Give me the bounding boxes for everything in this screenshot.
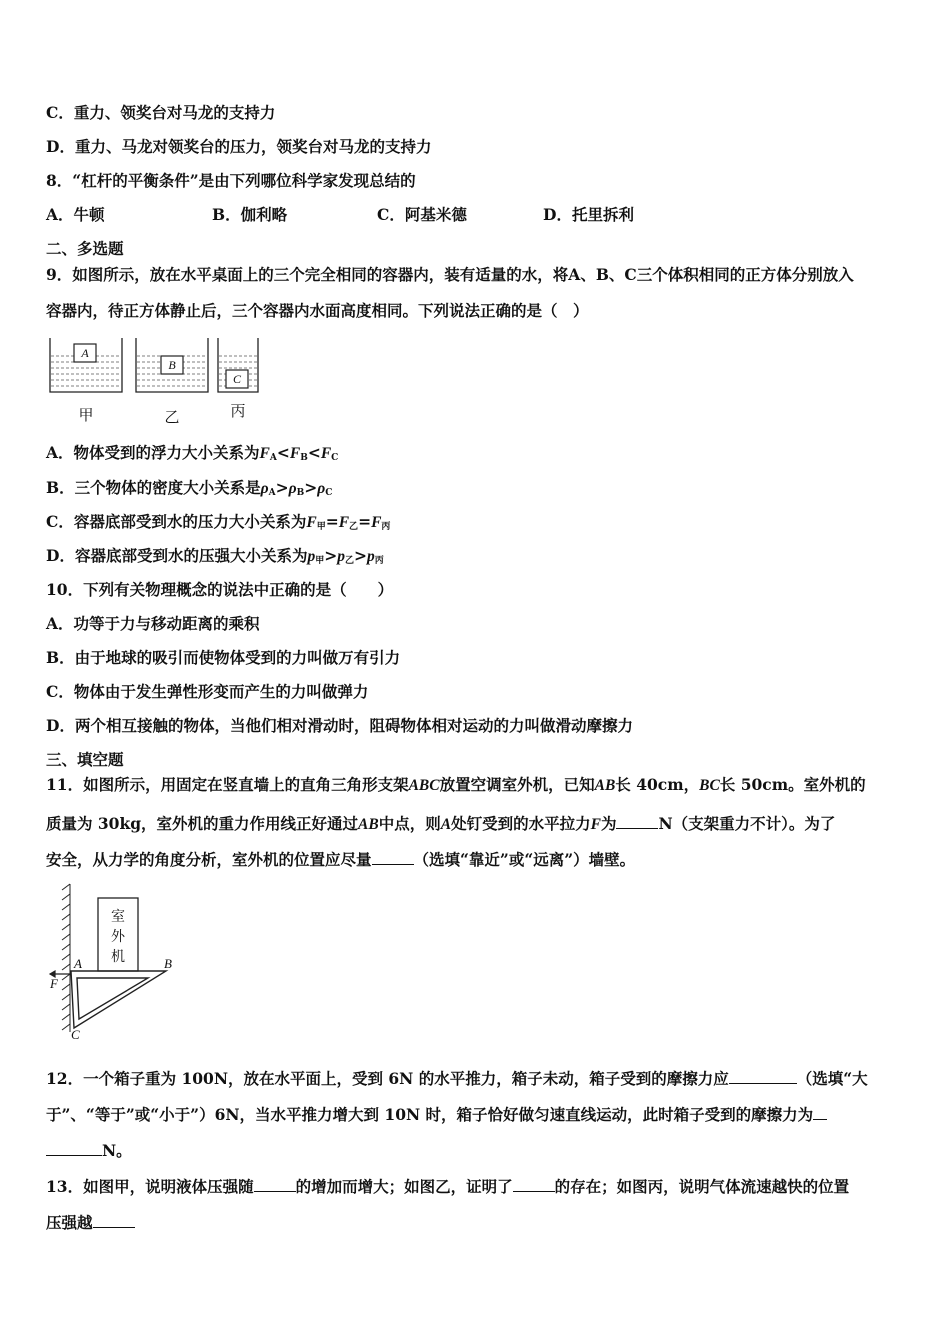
q12-stem-line2: 于”、“等于”或“小于”）6N，当水平推力增大到 10N 时，箱子恰好做匀速直线运动，此时箱子受到的摩擦力为 (46, 1104, 916, 1125)
q13-answer-blank-2[interactable] (513, 1176, 555, 1192)
q10-option-c: C．物体由于发生弹性形变而产生的力叫做弹力 (46, 682, 369, 701)
q7-option-c: C．重力、领奖台对马龙的支持力 (46, 103, 276, 122)
q8-option-a: A．牛顿 (46, 205, 105, 224)
q11-stem-line3: 安全，从力学的角度分析，室外机的位置应尽量 （选填“靠近”或“远离”）墙壁。 (46, 850, 636, 869)
q10-option-b: B．由于地球的吸引而使物体受到的力叫做万有引力 (46, 648, 401, 667)
point-label-b: B (164, 956, 172, 971)
q9-option-c: C．容器底部受到水的压力大小关系为$F_甲=F_乙=F_丙$ (46, 512, 391, 532)
q13-answer-blank-1[interactable] (254, 1176, 296, 1192)
q9-option-b: B．三个物体的密度大小关系是$\rho_A>\rho_B>\rho_C$ (46, 478, 333, 498)
cube-label-c: C (232, 372, 242, 386)
q13-answer-blank-3[interactable] (93, 1212, 135, 1228)
q10-option-d: D．两个相互接触的物体，当他们相对滑动时，阻碍物体相对运动的力叫做滑动摩擦力 (46, 716, 633, 735)
q9-stem-line1: 9．如图所示，放在水平桌面上的三个完全相同的容器内，装有适量的水，将A、B、C三个体积相同的正方体分别放入 (46, 265, 854, 284)
unit-text-3: 机 (111, 949, 125, 965)
q8-option-c: C．阿基米德 (377, 205, 467, 224)
q9-containers-figure (44, 334, 264, 426)
q12-answer-blank-1[interactable] (729, 1068, 797, 1084)
q8-stem: 8．“杠杆的平衡条件”是由下列哪位科学家发现总结的 (46, 171, 416, 190)
caption-bing: 丙 (230, 402, 246, 420)
q8-option-b: B．伽利略 (212, 205, 288, 224)
q11-answer-blank-2[interactable] (372, 849, 414, 865)
q12-answer-blank-2b[interactable] (46, 1140, 102, 1156)
unit-text-1: 室 (111, 909, 125, 925)
bracket-outer (71, 971, 166, 1028)
bracket-inner (77, 978, 148, 1019)
cube-label-a: A (81, 346, 89, 360)
q11-stem-line2: 质量为 30kg，室外机的重力作用线正好通过AB中点，则A处钉受到的水平拉力F为 N（支架重力不计）。为了 (46, 814, 836, 833)
unit-text-2: 外 (111, 929, 125, 945)
force-label-f: F (50, 976, 58, 991)
caption-yi: 乙 (164, 408, 180, 426)
q13-stem-line2: 压强越 (46, 1212, 916, 1233)
q11-answer-blank-1[interactable] (616, 813, 658, 829)
point-label-c: C (71, 1027, 80, 1042)
section-heading-fill: 三、填空题 (46, 750, 124, 769)
point-label-a: A (74, 956, 82, 971)
q12-stem-line3: N。 (46, 1140, 916, 1161)
q10-stem: 10．下列有关物理概念的说法中正确的是（ ） (46, 580, 394, 599)
q12-stem-line1: 12．一个箱子重为 100N，放在水平面上，受到 6N 的水平推力，箱子未动，箱子受到的摩擦力应 （选填“大 (46, 1069, 868, 1088)
q9-option-d: D．容器底部受到水的压强大小关系为$p_甲>p_乙>p_丙$ (46, 546, 384, 566)
q13-stem-line1: 13．如图甲，说明液体压强随 的增加而增大；如图乙，证明了 的存在；如图丙，说明气体流速越快的位置 (46, 1177, 850, 1196)
cube-label-b: B (168, 358, 176, 372)
q7-option-d: D．重力、马龙对领奖台的压力，领奖台对马龙的支持力 (46, 137, 432, 156)
q12-answer-blank-2a[interactable] (813, 1104, 827, 1120)
q10-option-a: A．功等于力与移动距离的乘积 (46, 614, 260, 633)
q11-bracket-figure (44, 882, 194, 1042)
q9-stem-line2: 容器内，待正方体静止后，三个容器内水面高度相同。下列说法正确的是（ ） (46, 301, 589, 320)
q8-option-d: D．托里拆利 (543, 205, 634, 224)
q11-stem-line1: 11．如图所示，用固定在竖直墙上的直角三角形支架ABC放置空调室外机，已知AB长 40cm，BC长 50cm。室外机的 (46, 775, 866, 794)
q9-option-a: A．物体受到的浮力大小关系为$F_A<F_B<F_C$ (46, 443, 339, 463)
section-heading-multi: 二、多选题 (46, 239, 124, 258)
caption-jia: 甲 (78, 406, 94, 424)
